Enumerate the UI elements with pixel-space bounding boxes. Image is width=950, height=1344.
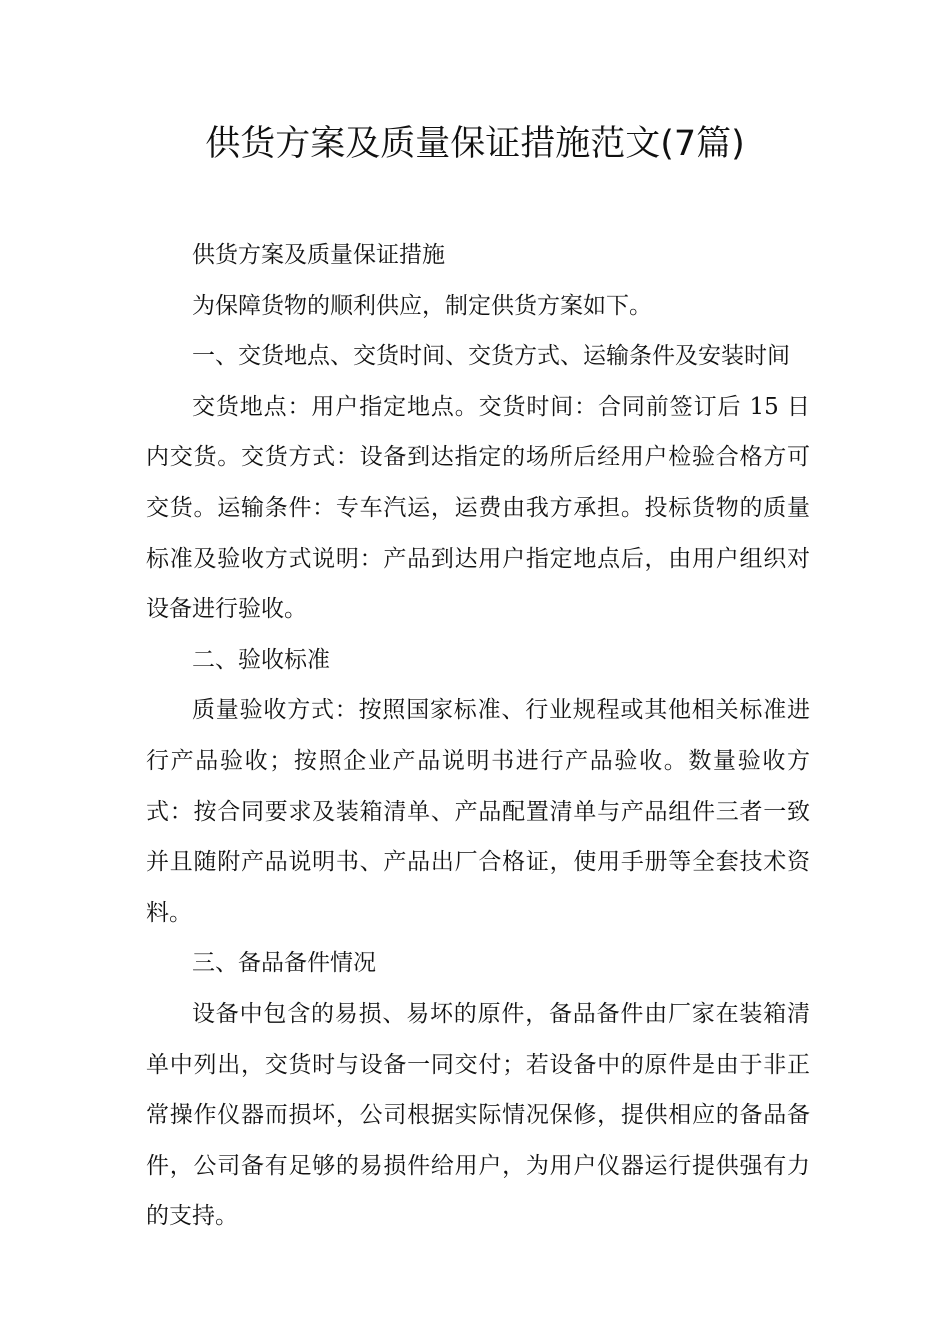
acceptance-paragraph: 质量验收方式：按照国家标准、行业规程或其他相关标准进行产品验收；按照企业产品说明书进行产品验收。数量验收方式：按合同要求及装箱清单、产品配置清单与产品组件三者一致并且随附产品说明书、产品出厂合格证，使用手册等全套技术资料。: [146, 697, 810, 926]
subtitle-paragraph: 供货方案及质量保证措施: [192, 242, 445, 268]
spare-parts-paragraph: 设备中包含的易损、易坏的原件，备品备件由厂家在装箱清单中列出，交货时与设备一同交付；若设备中的原件是由于非正常操作仪器而损坏，公司根据实际情况保修，提供相应的备品备件，公司备有足够的易损件给用户，为用户仪器运行提供强有力的支持。: [146, 1000, 810, 1230]
section-heading-acceptance: 二、验收标准: [192, 646, 330, 673]
document-title: 供货方案及质量保证措施范文(7篇): [205, 124, 745, 164]
document-body: [146, 230, 810, 1242]
section-heading-delivery: 一、交货地点、交货时间、交货方式、运输条件及安装时间: [192, 343, 790, 370]
intro-paragraph: 为保障货物的顺利供应，制定供货方案如下。: [192, 292, 652, 319]
delivery-paragraph: 交货地点：用户指定地点。交货时间：合同前签订后 15 日内交货。交货方式：设备到达指定的场所后经用户检验合格方可交货。运输条件：专车汽运，运费由我方承担。投标货物的质量标准及验收方式说明：产品到达用户指定地点后，由用户组织对设备进行验收。: [146, 393, 810, 623]
section-heading-spare-parts: 三、备品备件情况: [192, 950, 376, 977]
